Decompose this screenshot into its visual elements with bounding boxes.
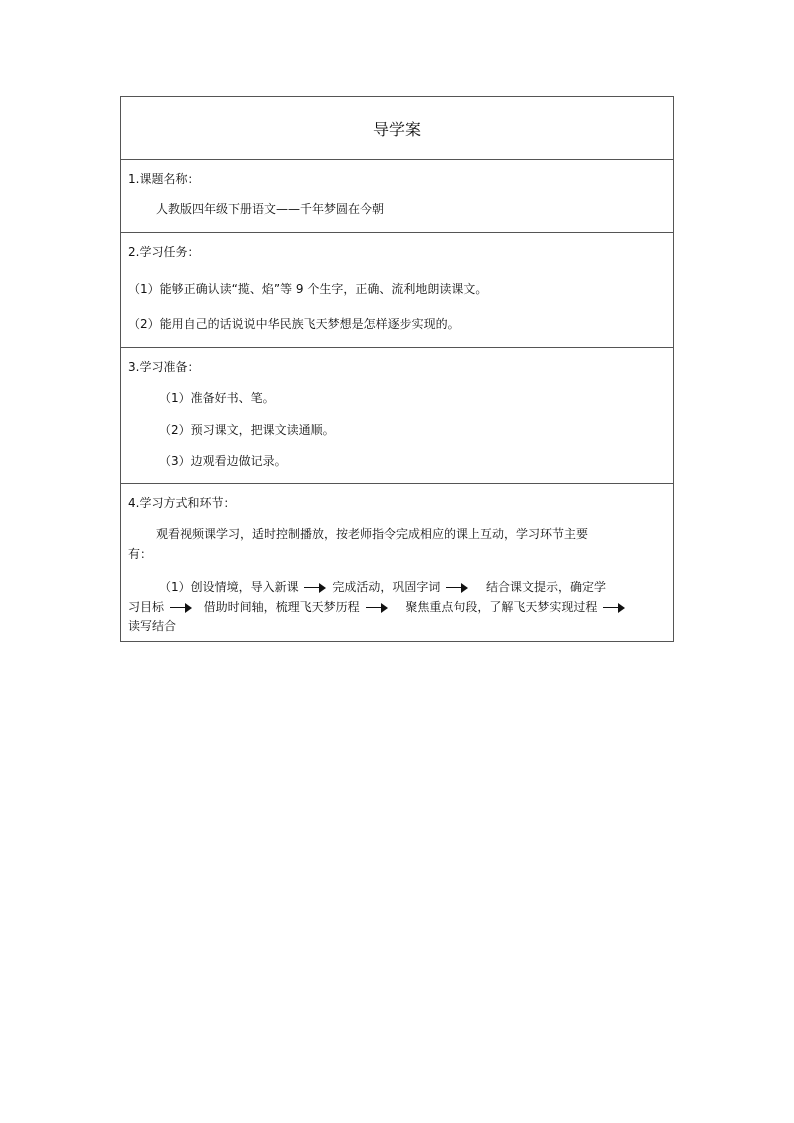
task-item-1: （1）能够正确认读“揽、焰”等 9 个生字，正确、流利地朗读课文。 xyxy=(128,282,488,296)
method-intro-line-2: 有： xyxy=(128,547,153,561)
arrow-right-icon xyxy=(446,583,468,593)
preparation-heading: 3.学习准备： xyxy=(128,360,200,374)
task-item-2: （2）能用自己的话说说中华民族飞天梦想是怎样逐步实现的。 xyxy=(128,317,460,331)
arrow-right-icon xyxy=(603,603,625,613)
step-1: 创设情境，导入新课 xyxy=(190,580,299,594)
method-steps-line-2 xyxy=(128,599,627,615)
title-row xyxy=(121,97,673,160)
steps-prefix: （1） xyxy=(159,580,191,594)
step-2: 完成活动，巩固字词 xyxy=(332,580,441,594)
method-intro-line-1: 观看视频课学习，适时控制播放，按老师指令完成相应的课上互动，学习环节主要 xyxy=(156,527,589,541)
method-heading: 4.学习方式和环节： xyxy=(128,496,236,510)
guide-table xyxy=(120,96,674,642)
tasks-section xyxy=(121,233,673,348)
step-3-continued: 习目标 xyxy=(128,600,165,614)
topic-heading: 1.课题名称： xyxy=(128,172,200,186)
topic-content: 人教版四年级下册语文——千年梦圆在今朝 xyxy=(156,202,385,216)
method-steps-line-1 xyxy=(159,579,606,595)
step-3: 结合课文提示，确定学 xyxy=(485,580,606,594)
step-5: 聚焦重点句段，了解飞天梦实现过程 xyxy=(405,600,598,614)
preparation-item-2: （2）预习课文，把课文读通顺。 xyxy=(159,423,335,437)
preparation-item-1: （1）准备好书、笔。 xyxy=(159,391,275,405)
arrow-right-icon xyxy=(304,583,326,593)
preparation-section xyxy=(121,348,673,484)
arrow-right-icon xyxy=(366,603,388,613)
arrow-right-icon xyxy=(170,603,192,613)
topic-section xyxy=(121,160,673,233)
step-4: 借助时间轴，梳理飞天梦历程 xyxy=(203,600,360,614)
method-steps-line-3: 读写结合 xyxy=(128,619,177,633)
preparation-item-3: （3）边观看边做记录。 xyxy=(159,454,287,468)
tasks-heading: 2.学习任务： xyxy=(128,245,200,259)
document-title: 导学案 xyxy=(372,120,421,139)
method-section xyxy=(121,484,673,641)
